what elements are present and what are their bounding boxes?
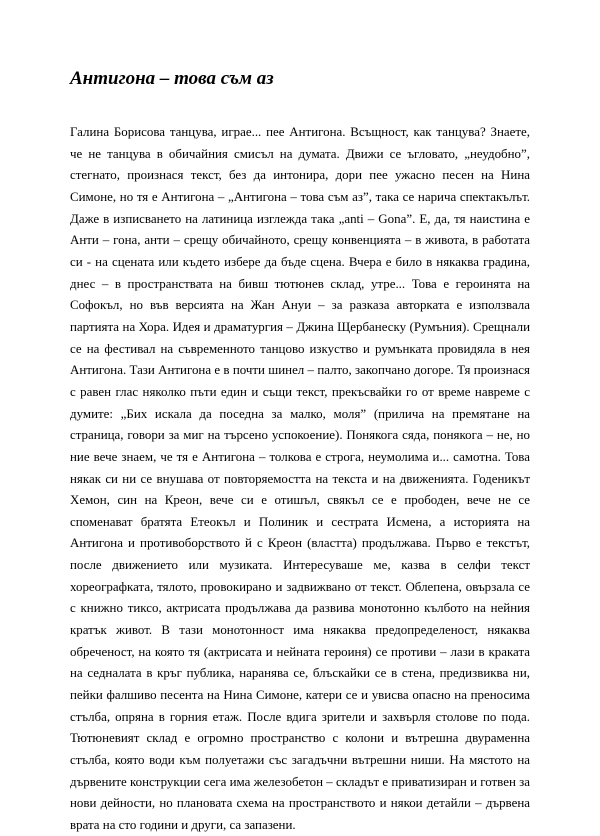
article-body: Галина Борисова танцува, играе... пее Антигона. Всъщност, как танцува? Знаете, че не танцува в обичайния смисъл на думата. Движи се ъгловато, „неудобно”, стегнато, произнася текст, без да интонира, дори пее ужасно песен на Нина Симоне, но тя е Антигона – „Антигона – това съм аз”, така се нарича спектакълът. Даже в изписването на латиница изглежда така „anti – Gona”. Е, да, тя наистина е Анти – гона, анти – срещу обичайното, срещу конвенцията – в живота, в работата си - на сцената или където избере да бъде сцена. Вчера е било в някаква градина, днес – в пространствата на бивш тютюнев склад, утре... Това е героинята на Софокъл, но във версията на Жан Ануи – за разказа авторката е използвала партията на Хора. Идея и драматургия – Джина Щербанеску (Румъния). Срещнали се на фестивал на съвременното танцово изкуство и румънката провидяла в нея Антигона. Тази Антигона е в почти шинел – палто, закопчано догоре. Тя произнася с равен глас няколко пъти един и същи текст, прекъсвайки го от време навреме с думите: „Бих искала да поседна за малко, моля” (прилича на премятане на страница, говори за миг на търсено успокоение). Понякога сяда, понякога – не, но ние вече знаем, че тя е Антигона – толкова е строга, неумолима и... самотна. Това някак си ни се внушава от повторяемостта на текста и на движенията. Годеникът Хемон, син на Креон, вече си е отишъл, свякъл се е прободен, вече не се споменават братята Етеокъл и Полиник и сестрата Исмена, а историята на Антигона и противоборството й с Креон (властта) продължава. Първо е текстът, после движението или музиката. Интересуваше ме, казва в селфи текст хореографката, тялото, провокирано и задвижвано от текст. Облепена, овързала се с книжно тиксо, актрисата продължава да развива монотонно кълбото на нейния кратък живот. В тази монотонност има някаква предопределеност, някаква обреченост, на която тя (актрисата и нейната героиня) се противи – лази в краката на седналата в кръг публика, наранява се, блъскайки се в стена, предизвиква ни, пейки фалшиво песента на Нина Симоне, катери се и увисва опасно на преносима стълба, опряна в горния етаж. После вдига зрители и захвърля столове по пода. Тютюневият склад е огромно пространство с колони и вътрешна двураменна стълба, която води към полуетажи със загадъчни вътрешни ниши. На мястото на дървените конструкции сега има железобетон – складът е приватизиран и готвен за нови дейности, но плановата схема на пространството и някои детайли – дървена врата на сто години и други, са запазени.: [70, 124, 530, 832]
article-title: Антигона – това съм аз: [70, 68, 274, 89]
